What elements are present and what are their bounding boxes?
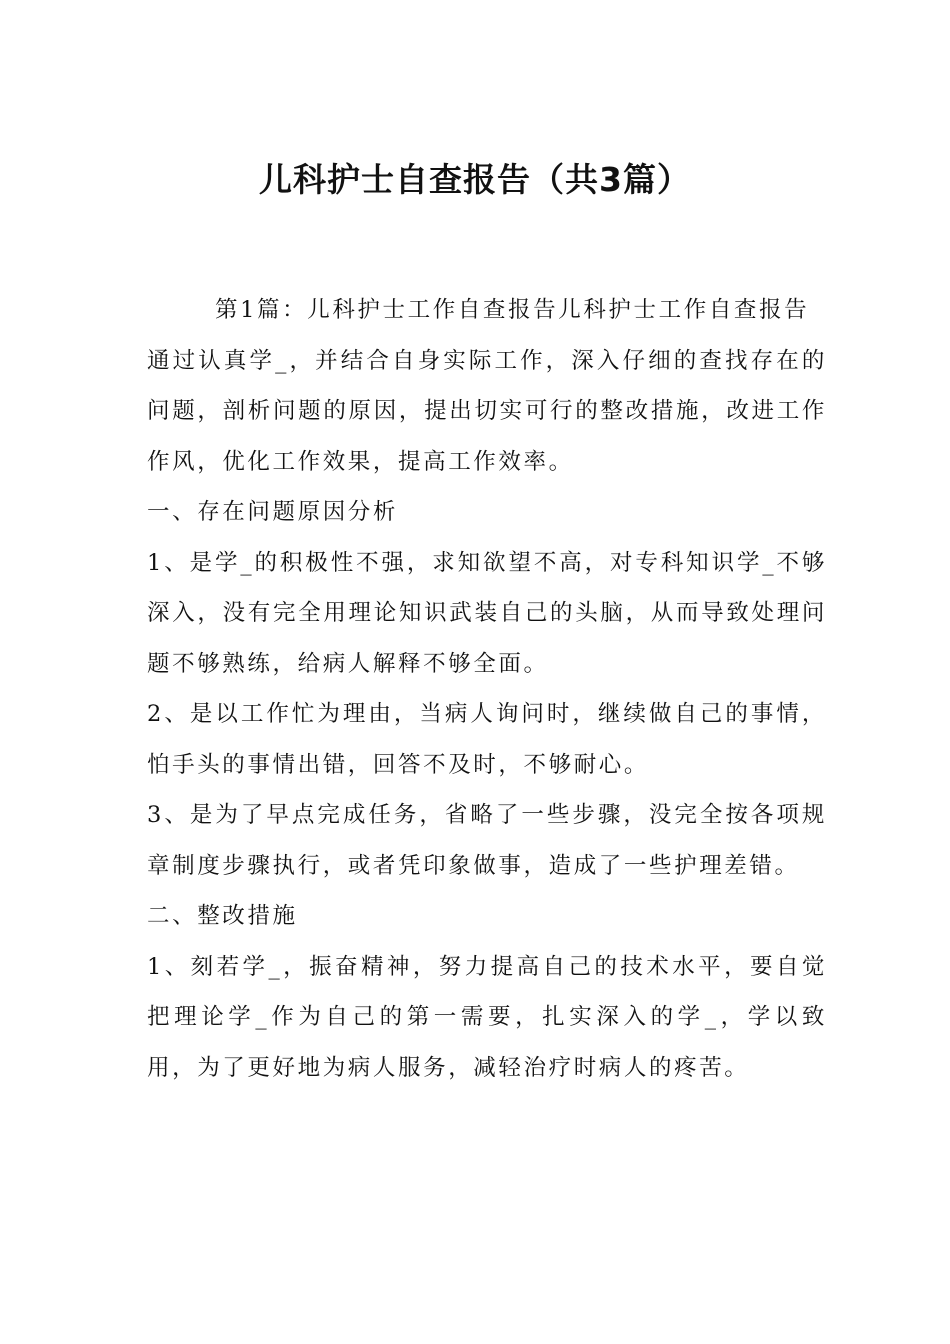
section-heading-problems: 一、存在问题原因分析 bbox=[147, 499, 399, 525]
paragraph-problem-3: 3、是为了早点完成任务，省略了一些步骤，没完全按各项规章制度步骤执行，或者凭印象做事，造成了一些护理差错。 bbox=[147, 802, 827, 879]
paragraph-measure-1: 1、刻若学_，振奋精神，努力提高自己的技术水平，要自觉把理论学_作为自己的第一需要，扎实深入的学_，学以致用，为了更好地为病人服务，减轻治疗时病人的疼苦。 bbox=[147, 953, 827, 1081]
document-title: 儿科护士自查报告（共3篇） bbox=[259, 160, 691, 199]
paragraph-intro: 通过认真学_，并结合自身实际工作，深入仔细的查找存在的问题，剖析问题的原因，提出切实可行的整改措施，改进工作作风，优化工作效果，提高工作效率。 bbox=[147, 347, 827, 475]
paragraph-chapter-heading: 第1篇：儿科护士工作自查报告儿科护士工作自查报告 bbox=[215, 297, 810, 323]
paragraph-problem-2: 2、是以工作忙为理由，当病人询问时，继续做自己的事情，怕手头的事情出错，回答不及时，不够耐心。 bbox=[147, 701, 827, 778]
document-body bbox=[147, 285, 827, 1093]
section-heading-measures: 二、整改措施 bbox=[147, 903, 298, 929]
paragraph-problem-1: 1、是学_的积极性不强，求知欲望不高，对专科知识学_不够深入，没有完全用理论知识武装自己的头脑，从而导致处理问题不够熟练，给病人解释不够全面。 bbox=[147, 549, 827, 677]
